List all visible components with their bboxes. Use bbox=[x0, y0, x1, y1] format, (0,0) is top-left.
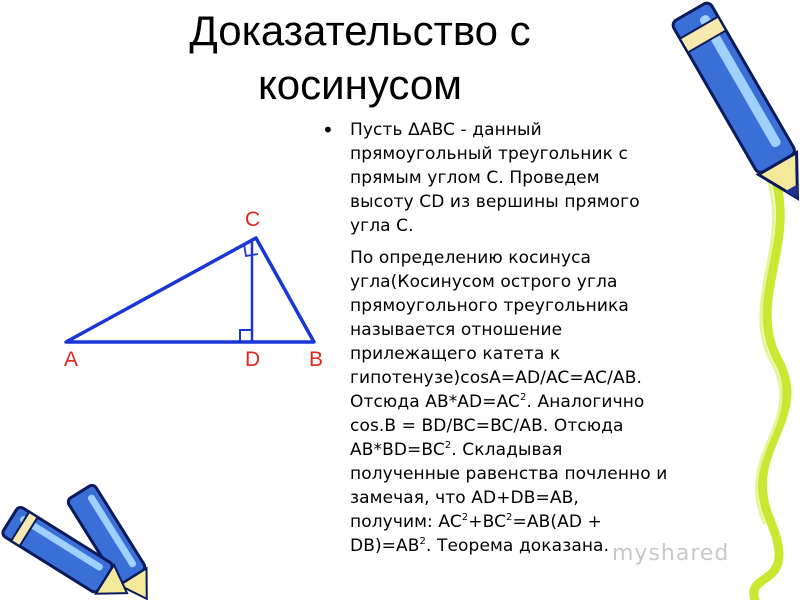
text-line: прямоугольного треугольника bbox=[350, 296, 629, 316]
text-line: угла(Косинусом острого угла bbox=[350, 272, 618, 292]
text-fragment: получим: AC bbox=[350, 512, 462, 532]
vertex-label-d: D bbox=[245, 348, 261, 371]
title-line-1: Доказательство с bbox=[189, 7, 531, 54]
text-fragment: . Теорема доказана. bbox=[426, 536, 610, 556]
text-line bbox=[350, 438, 667, 462]
vertex-label-c: C bbox=[245, 208, 261, 231]
text-line: cos.B = BD/BC=BC/AB. Отсюда bbox=[350, 416, 624, 436]
text-line bbox=[350, 510, 667, 534]
superscript: 2 bbox=[419, 536, 426, 547]
text-fragment: =AB(AD + bbox=[512, 512, 602, 532]
triangle-abc bbox=[66, 238, 314, 342]
superscript: 2 bbox=[519, 392, 527, 403]
text-line: угла C. bbox=[350, 216, 414, 236]
text-fragment: Отсюда AB*AD=AC bbox=[350, 392, 520, 412]
text-line: замечая, что AD+DB=AB, bbox=[350, 488, 579, 508]
text-line: гипотенузе)cosA=AD/AC=AC/AB. bbox=[350, 368, 642, 388]
bullet-marker: • bbox=[322, 118, 334, 142]
text-fragment: +BC bbox=[468, 512, 507, 532]
superscript: 2 bbox=[506, 512, 513, 523]
paragraph-proof bbox=[350, 246, 667, 558]
pencil-icon bbox=[671, 1, 800, 209]
right-angle-mark-d bbox=[240, 330, 252, 342]
text-line: прилежащего катета к bbox=[350, 344, 561, 364]
text-line: прямым углом C. Проведем bbox=[350, 168, 600, 188]
text-fragment: . Аналогично bbox=[526, 392, 645, 412]
text-line: высоту CD из вершины прямого bbox=[350, 192, 640, 212]
title-line-2: косинусом bbox=[257, 61, 463, 108]
decorative-ribbon bbox=[754, 170, 787, 600]
text-line: По определению косинуса bbox=[350, 248, 592, 268]
superscript: 2 bbox=[444, 440, 452, 451]
text-line: Пусть ΔABC - данный bbox=[350, 120, 542, 140]
vertex-label-b: B bbox=[309, 348, 324, 371]
watermark-logo: myshared bbox=[612, 541, 730, 566]
paragraph-setup bbox=[350, 118, 640, 238]
superscript: 2 bbox=[461, 512, 469, 523]
text-line: прямоугольный треугольник с bbox=[350, 144, 628, 164]
text-line bbox=[350, 390, 667, 414]
page-title bbox=[150, 4, 570, 112]
triangle-diagram bbox=[64, 208, 323, 371]
text-fragment: DB)=AB bbox=[350, 536, 420, 556]
vertex-label-a: A bbox=[64, 348, 79, 371]
text-line: полученные равенства почленно и bbox=[350, 464, 668, 484]
text-line: называется отношение bbox=[350, 320, 563, 340]
text-fragment: AB*BD=BC bbox=[350, 440, 445, 460]
text-fragment: . Складывая bbox=[451, 440, 563, 460]
